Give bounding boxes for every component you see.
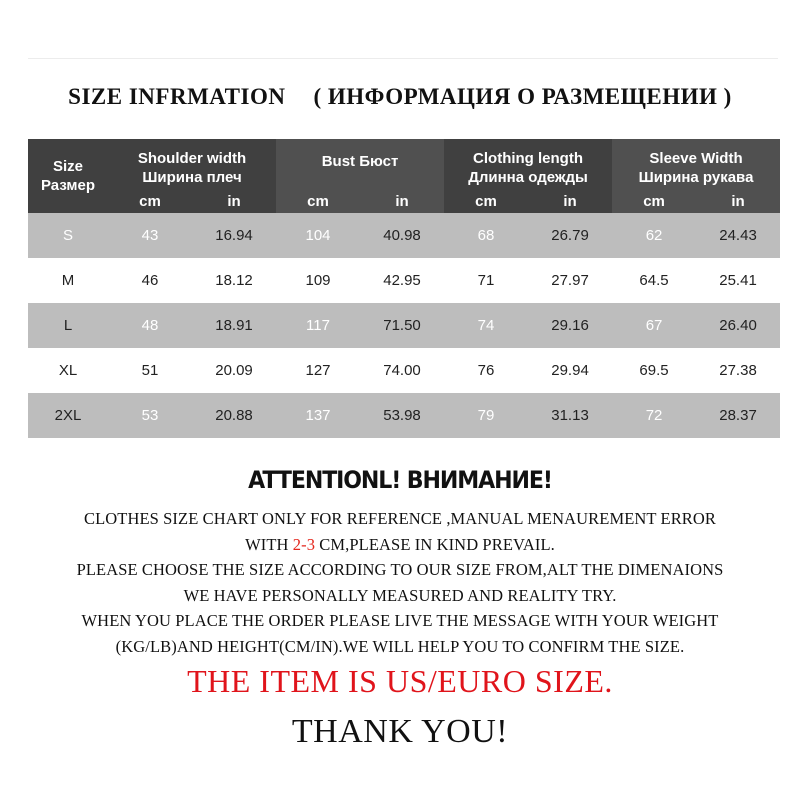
measurement-cell: 71.50 xyxy=(360,303,444,348)
measurement-cell: 27.38 xyxy=(696,348,780,393)
size-cell: XL xyxy=(28,348,108,393)
measurement-cell: 137 xyxy=(276,393,360,438)
note-line: WE HAVE PERSONALLY MEASURED AND REALITY TRY. xyxy=(183,585,617,605)
measurement-cell: 53.98 xyxy=(360,393,444,438)
page-title xyxy=(0,84,800,110)
size-column-header: Size Размер xyxy=(28,139,108,213)
measurement-cell: 68 xyxy=(444,213,528,258)
bust-header: Bust Бюст xyxy=(276,139,444,189)
table-row xyxy=(28,258,780,303)
measurement-cell: 109 xyxy=(276,258,360,303)
measurement-cell: 20.88 xyxy=(192,393,276,438)
measurement-cell: 20.09 xyxy=(192,348,276,393)
shoulder-width-header: Shoulder width Ширина плеч xyxy=(108,139,276,189)
unit-header-cm: cm xyxy=(108,189,192,213)
measurement-cell: 29.94 xyxy=(528,348,612,393)
note-line: WHEN YOU PLACE THE ORDER PLEASE LIVE THE MESSAGE WITH YOUR WEIGHT xyxy=(81,611,719,631)
measurement-cell: 51 xyxy=(108,348,192,393)
note-line: CLOTHES SIZE CHART ONLY FOR REFERENCE ,MANUAL MENAUREMENT ERROR xyxy=(83,509,717,528)
measurement-cell: 71 xyxy=(444,258,528,303)
unit-header-in: in xyxy=(696,189,780,213)
note-line: PLEASE CHOOSE THE SIZE ACCORDING TO OUR SIZE FROM,ALT THE DIMENAIONS xyxy=(76,560,724,580)
clothing-length-header: Clothing length Длинна одежды xyxy=(444,139,612,189)
measurement-cell: 16.94 xyxy=(192,213,276,258)
size-cell: L xyxy=(28,303,108,348)
measurement-cell: 26.40 xyxy=(696,303,780,348)
table-header-row xyxy=(28,139,780,189)
unit-header-cm: cm xyxy=(444,189,528,213)
attention-heading: ATTENTIONL! ВНИМАНИЕ! xyxy=(248,466,552,494)
measurement-cell: 43 xyxy=(108,213,192,258)
table-row xyxy=(28,348,780,393)
measurement-cell: 40.98 xyxy=(360,213,444,258)
measurement-cell: 104 xyxy=(276,213,360,258)
measurement-cell: 18.12 xyxy=(192,258,276,303)
sleeve-width-header: Sleeve Width Ширина рукава xyxy=(612,139,780,189)
measurement-cell: 25.41 xyxy=(696,258,780,303)
table-units-row xyxy=(28,189,780,213)
measurement-cell: 79 xyxy=(444,393,528,438)
measurement-cell: 42.95 xyxy=(360,258,444,303)
notes-block xyxy=(0,506,800,660)
table-row xyxy=(28,393,780,438)
size-cell: S xyxy=(28,213,108,258)
note-line: (KG/LB)AND HEIGHT(CM/IN).WE WILL HELP YOU TO CONFIRM THE SIZE. xyxy=(115,636,685,656)
table-row xyxy=(28,303,780,348)
measurement-cell: 67 xyxy=(612,303,696,348)
measurement-cell: 31.13 xyxy=(528,393,612,438)
unit-header-in: in xyxy=(192,189,276,213)
measurement-cell: 29.16 xyxy=(528,303,612,348)
unit-header-cm: cm xyxy=(612,189,696,213)
measurement-cell: 76 xyxy=(444,348,528,393)
unit-header-cm: cm xyxy=(276,189,360,213)
measurement-cell: 117 xyxy=(276,303,360,348)
error-range-highlight: 2-3 xyxy=(292,534,316,554)
size-cell: 2XL xyxy=(28,393,108,438)
note-line: WITH 2-3 CM,PLEASE IN KIND PREVAIL. xyxy=(245,534,555,554)
size-cell: M xyxy=(28,258,108,303)
measurement-cell: 26.79 xyxy=(528,213,612,258)
title-english: SIZE INFRMATION xyxy=(68,84,286,109)
measurement-cell: 72 xyxy=(612,393,696,438)
measurement-cell: 74 xyxy=(444,303,528,348)
measurement-cell: 64.5 xyxy=(612,258,696,303)
measurement-cell: 127 xyxy=(276,348,360,393)
thank-you-text: THANK YOU! xyxy=(291,713,509,750)
measurement-cell: 62 xyxy=(612,213,696,258)
measurement-cell: 24.43 xyxy=(696,213,780,258)
unit-header-in: in xyxy=(360,189,444,213)
measurement-cell: 74.00 xyxy=(360,348,444,393)
size-table xyxy=(28,139,780,438)
measurement-cell: 27.97 xyxy=(528,258,612,303)
measurement-cell: 46 xyxy=(108,258,192,303)
measurement-cell: 28.37 xyxy=(696,393,780,438)
measurement-cell: 69.5 xyxy=(612,348,696,393)
us-euro-size-notice: THE ITEM IS US/EURO SIZE. xyxy=(187,663,613,699)
table-row xyxy=(28,213,780,258)
measurement-cell: 48 xyxy=(108,303,192,348)
unit-header-in: in xyxy=(528,189,612,213)
title-russian: ( ИНФОРМАЦИЯ О РАЗМЕЩЕНИИ ) xyxy=(313,84,732,109)
measurement-cell: 18.91 xyxy=(192,303,276,348)
measurement-cell: 53 xyxy=(108,393,192,438)
